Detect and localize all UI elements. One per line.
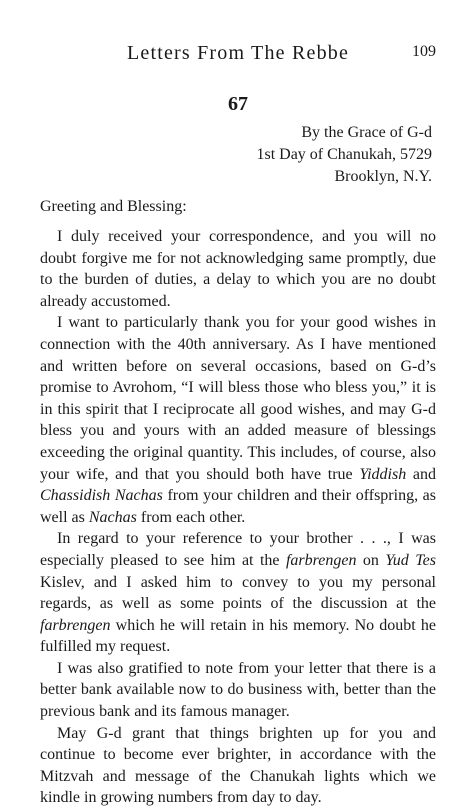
italic-term: Yud Tes [385,551,437,569]
text-run: from each other. [136,508,246,526]
italic-term: Chassidish Nachas [40,487,163,505]
body-paragraph [40,312,436,528]
text-run: In regard to your reference to your brother . . ., I was especially pleased to see him at the [40,530,436,569]
text-run: Kislev, and I asked him to convey to you my personal regards, as well as some points of the discussion at the [40,573,436,613]
text-run: and [406,465,437,483]
page-number: 109 [412,43,436,60]
text-run: I was also gratified to note from your letter that there is a better bank available now to do business with, better than the previous bank and its famous manager. [40,659,436,721]
running-head: Letters From The Rebbe [126,42,350,64]
italic-term: farbrengen [285,551,357,569]
dateline-line: Brooklyn, N.Y. [334,168,432,185]
italic-term: farbrengen [40,616,111,634]
text-run: on [356,551,386,569]
letter-body [40,226,436,809]
dateline-line: 1st Day of Chanukah, 5729 [256,146,432,163]
italic-term: Nachas [88,508,137,526]
text-run: from your children and their offspring, as well as [40,487,436,526]
letter-number: 67 [228,93,248,115]
body-paragraph [40,226,436,312]
body-paragraph [40,658,436,723]
text-run: I want to particularly thank you for your good wishes in connection with the 40th anniversary. As I have mentioned and written before on several occasions, based on G-d’s promise to Avrohom, “I will bless those who bless you,” it is in this spirit that I reciprocate all good wishes, and may G-d bless you and yours with an added measure of blessings exceeding the original quantity. This includes, of course, also your wife, and that you should both have true [40,314,436,483]
body-paragraph [40,528,436,658]
text-run: May G-d grant that things brighten up for you and continue to become ever brighter, in accordance with the Mitzvah and message of the Chanukah lights which we kindle in growing numbers from day to day. [40,724,436,807]
text-run: which he will retain in his memory. No doubt he fulfilled my request. [40,616,436,656]
italic-term: Yiddish [359,465,407,483]
dateline [132,122,432,188]
text-run: I duly received your correspondence, and you will no doubt forgive me for not acknowledging same promptly, due to the burden of duties, a delay to which you are no doubt already accustomed. [40,228,436,310]
salutation: Greeting and Blessing: [40,198,187,215]
dateline-line: By the Grace of G-d [301,124,432,141]
